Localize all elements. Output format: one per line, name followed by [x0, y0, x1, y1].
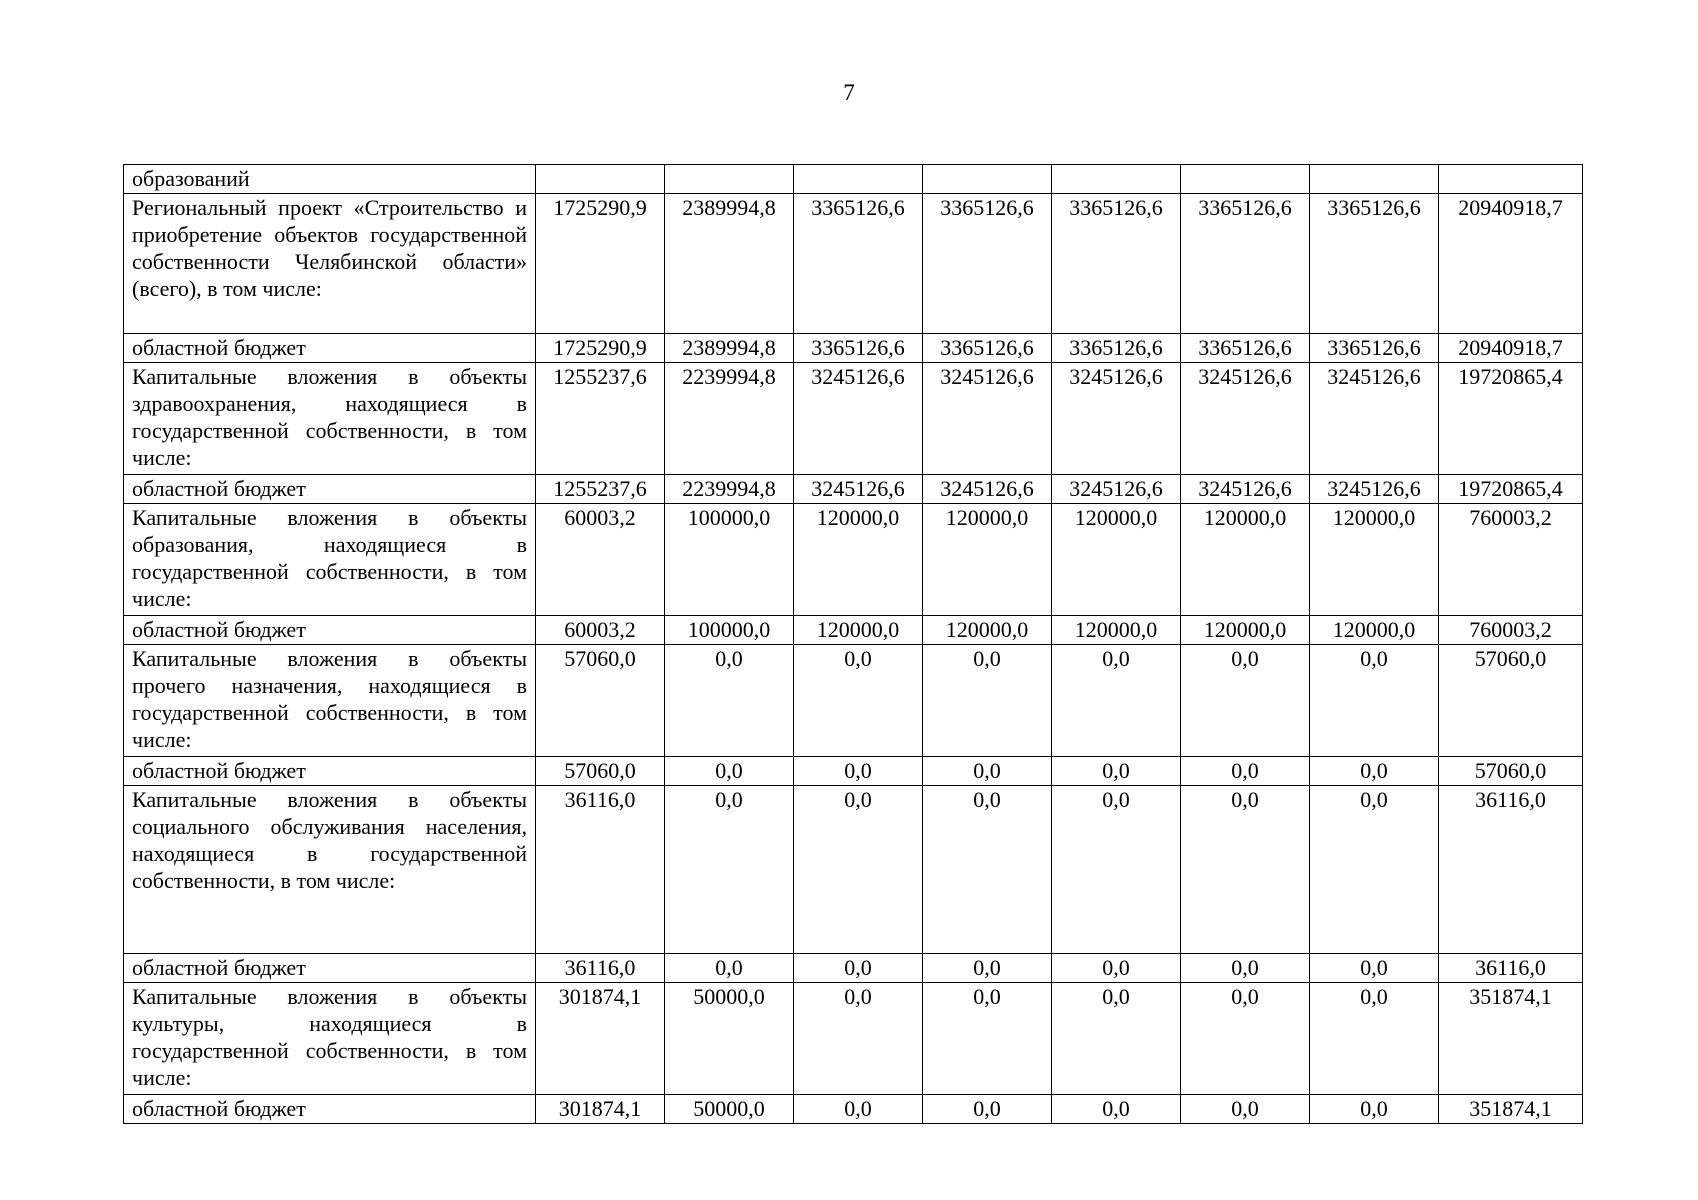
- table-row: [124, 363, 1583, 475]
- row-label: образований: [124, 165, 536, 194]
- value-cell: 2389994,8: [665, 334, 794, 363]
- total-cell: 36116,0: [1439, 954, 1583, 983]
- value-cell: 120000,0: [923, 616, 1052, 645]
- value-cell: 0,0: [794, 954, 923, 983]
- value-cell: 0,0: [665, 954, 794, 983]
- table-row: [124, 334, 1583, 363]
- value-cell: 120000,0: [1310, 504, 1439, 616]
- row-label: Капитальные вложения в объекты прочего назначения, находящиеся в государственной собственности, в том числе:: [124, 645, 536, 757]
- value-cell: 0,0: [665, 757, 794, 786]
- value-cell: [1310, 165, 1439, 194]
- value-cell: 3245126,6: [923, 363, 1052, 475]
- value-cell: 3245126,6: [1052, 475, 1181, 504]
- value-cell: 2239994,8: [665, 363, 794, 475]
- table-row: [124, 616, 1583, 645]
- table-row: [124, 475, 1583, 504]
- total-cell: 351874,1: [1439, 983, 1583, 1095]
- total-cell: 57060,0: [1439, 757, 1583, 786]
- table-row: [124, 165, 1583, 194]
- total-cell: 760003,2: [1439, 616, 1583, 645]
- value-cell: 0,0: [1310, 983, 1439, 1095]
- value-cell: 3245126,6: [1181, 363, 1310, 475]
- value-cell: 3245126,6: [1052, 363, 1181, 475]
- value-cell: 57060,0: [536, 645, 665, 757]
- value-cell: 0,0: [1181, 954, 1310, 983]
- value-cell: 0,0: [1310, 954, 1439, 983]
- table-body: [124, 165, 1583, 1124]
- value-cell: 60003,2: [536, 504, 665, 616]
- row-label: Капитальные вложения в объекты социального обслуживания населения, находящиеся в государственной собственности, в том числе:: [124, 786, 536, 954]
- value-cell: 1255237,6: [536, 475, 665, 504]
- value-cell: 0,0: [794, 1095, 923, 1124]
- value-cell: 0,0: [1310, 1095, 1439, 1124]
- value-cell: 0,0: [923, 954, 1052, 983]
- total-cell: 36116,0: [1439, 786, 1583, 954]
- row-label: областной бюджет: [124, 334, 536, 363]
- value-cell: 0,0: [1181, 645, 1310, 757]
- value-cell: 60003,2: [536, 616, 665, 645]
- row-label: областной бюджет: [124, 954, 536, 983]
- value-cell: 0,0: [1310, 645, 1439, 757]
- value-cell: 0,0: [1052, 954, 1181, 983]
- value-cell: 0,0: [665, 786, 794, 954]
- value-cell: 3365126,6: [1310, 194, 1439, 334]
- value-cell: 36116,0: [536, 786, 665, 954]
- value-cell: [665, 165, 794, 194]
- value-cell: 0,0: [794, 983, 923, 1095]
- value-cell: [794, 165, 923, 194]
- budget-table: [123, 164, 1583, 1124]
- value-cell: 0,0: [1181, 757, 1310, 786]
- value-cell: 3365126,6: [1181, 334, 1310, 363]
- value-cell: 57060,0: [536, 757, 665, 786]
- table-row: [124, 786, 1583, 954]
- row-label: областной бюджет: [124, 475, 536, 504]
- row-label: Капитальные вложения в объекты образования, находящиеся в государственной собственности, в том числе:: [124, 504, 536, 616]
- value-cell: 0,0: [794, 786, 923, 954]
- value-cell: 0,0: [1310, 757, 1439, 786]
- value-cell: 0,0: [1052, 757, 1181, 786]
- value-cell: 3365126,6: [923, 334, 1052, 363]
- value-cell: 0,0: [923, 983, 1052, 1095]
- value-cell: 120000,0: [1052, 504, 1181, 616]
- value-cell: 0,0: [665, 645, 794, 757]
- value-cell: 1725290,9: [536, 194, 665, 334]
- value-cell: 0,0: [1310, 786, 1439, 954]
- value-cell: 0,0: [794, 645, 923, 757]
- table-row: [124, 983, 1583, 1095]
- value-cell: 3245126,6: [1310, 363, 1439, 475]
- value-cell: 120000,0: [794, 504, 923, 616]
- value-cell: 50000,0: [665, 1095, 794, 1124]
- value-cell: 2239994,8: [665, 475, 794, 504]
- value-cell: 1255237,6: [536, 363, 665, 475]
- value-cell: 3365126,6: [923, 194, 1052, 334]
- row-label: областной бюджет: [124, 757, 536, 786]
- value-cell: 0,0: [1052, 983, 1181, 1095]
- value-cell: 1725290,9: [536, 334, 665, 363]
- total-cell: 19720865,4: [1439, 475, 1583, 504]
- table-row: [124, 645, 1583, 757]
- value-cell: 301874,1: [536, 983, 665, 1095]
- value-cell: 0,0: [1052, 1095, 1181, 1124]
- value-cell: 120000,0: [1181, 616, 1310, 645]
- page-number: 7: [843, 80, 855, 105]
- value-cell: 3245126,6: [1181, 475, 1310, 504]
- total-cell: 20940918,7: [1439, 194, 1583, 334]
- value-cell: 100000,0: [665, 504, 794, 616]
- value-cell: 2389994,8: [665, 194, 794, 334]
- total-cell: 57060,0: [1439, 645, 1583, 757]
- value-cell: 0,0: [923, 757, 1052, 786]
- value-cell: 3365126,6: [1181, 194, 1310, 334]
- value-cell: 3365126,6: [794, 334, 923, 363]
- value-cell: 0,0: [1181, 983, 1310, 1095]
- value-cell: 3245126,6: [923, 475, 1052, 504]
- row-label: Капитальные вложения в объекты здравоохранения, находящиеся в государственной собственности, в том числе:: [124, 363, 536, 475]
- value-cell: 120000,0: [1181, 504, 1310, 616]
- table-row: [124, 194, 1583, 334]
- value-cell: 0,0: [1052, 645, 1181, 757]
- value-cell: [923, 165, 1052, 194]
- table-row: [124, 504, 1583, 616]
- value-cell: 120000,0: [1310, 616, 1439, 645]
- value-cell: [536, 165, 665, 194]
- row-label: областной бюджет: [124, 616, 536, 645]
- row-label: областной бюджет: [124, 1095, 536, 1124]
- value-cell: 3365126,6: [1052, 334, 1181, 363]
- table-row: [124, 757, 1583, 786]
- table-row: [124, 1095, 1583, 1124]
- total-cell: 20940918,7: [1439, 334, 1583, 363]
- value-cell: 0,0: [1181, 1095, 1310, 1124]
- value-cell: 3365126,6: [1052, 194, 1181, 334]
- value-cell: 3245126,6: [794, 475, 923, 504]
- value-cell: 0,0: [1181, 786, 1310, 954]
- value-cell: 120000,0: [1052, 616, 1181, 645]
- value-cell: 3365126,6: [794, 194, 923, 334]
- value-cell: 36116,0: [536, 954, 665, 983]
- value-cell: 0,0: [923, 786, 1052, 954]
- value-cell: 3245126,6: [1310, 475, 1439, 504]
- table-row: [124, 954, 1583, 983]
- total-cell: 351874,1: [1439, 1095, 1583, 1124]
- value-cell: 0,0: [923, 645, 1052, 757]
- total-cell: 19720865,4: [1439, 363, 1583, 475]
- value-cell: 0,0: [794, 757, 923, 786]
- value-cell: 0,0: [923, 1095, 1052, 1124]
- total-cell: [1439, 165, 1583, 194]
- row-label: Региональный проект «Строительство и приобретение объектов государственной собственности Челябинской области» (всего), в том числе:: [124, 194, 536, 334]
- total-cell: 760003,2: [1439, 504, 1583, 616]
- value-cell: 120000,0: [923, 504, 1052, 616]
- value-cell: [1181, 165, 1310, 194]
- value-cell: 120000,0: [794, 616, 923, 645]
- value-cell: [1052, 165, 1181, 194]
- row-label: Капитальные вложения в объекты культуры, находящиеся в государственной собственности, в том числе:: [124, 983, 536, 1095]
- value-cell: 301874,1: [536, 1095, 665, 1124]
- value-cell: 50000,0: [665, 983, 794, 1095]
- value-cell: 100000,0: [665, 616, 794, 645]
- value-cell: 0,0: [1052, 786, 1181, 954]
- value-cell: 3365126,6: [1310, 334, 1439, 363]
- value-cell: 3245126,6: [794, 363, 923, 475]
